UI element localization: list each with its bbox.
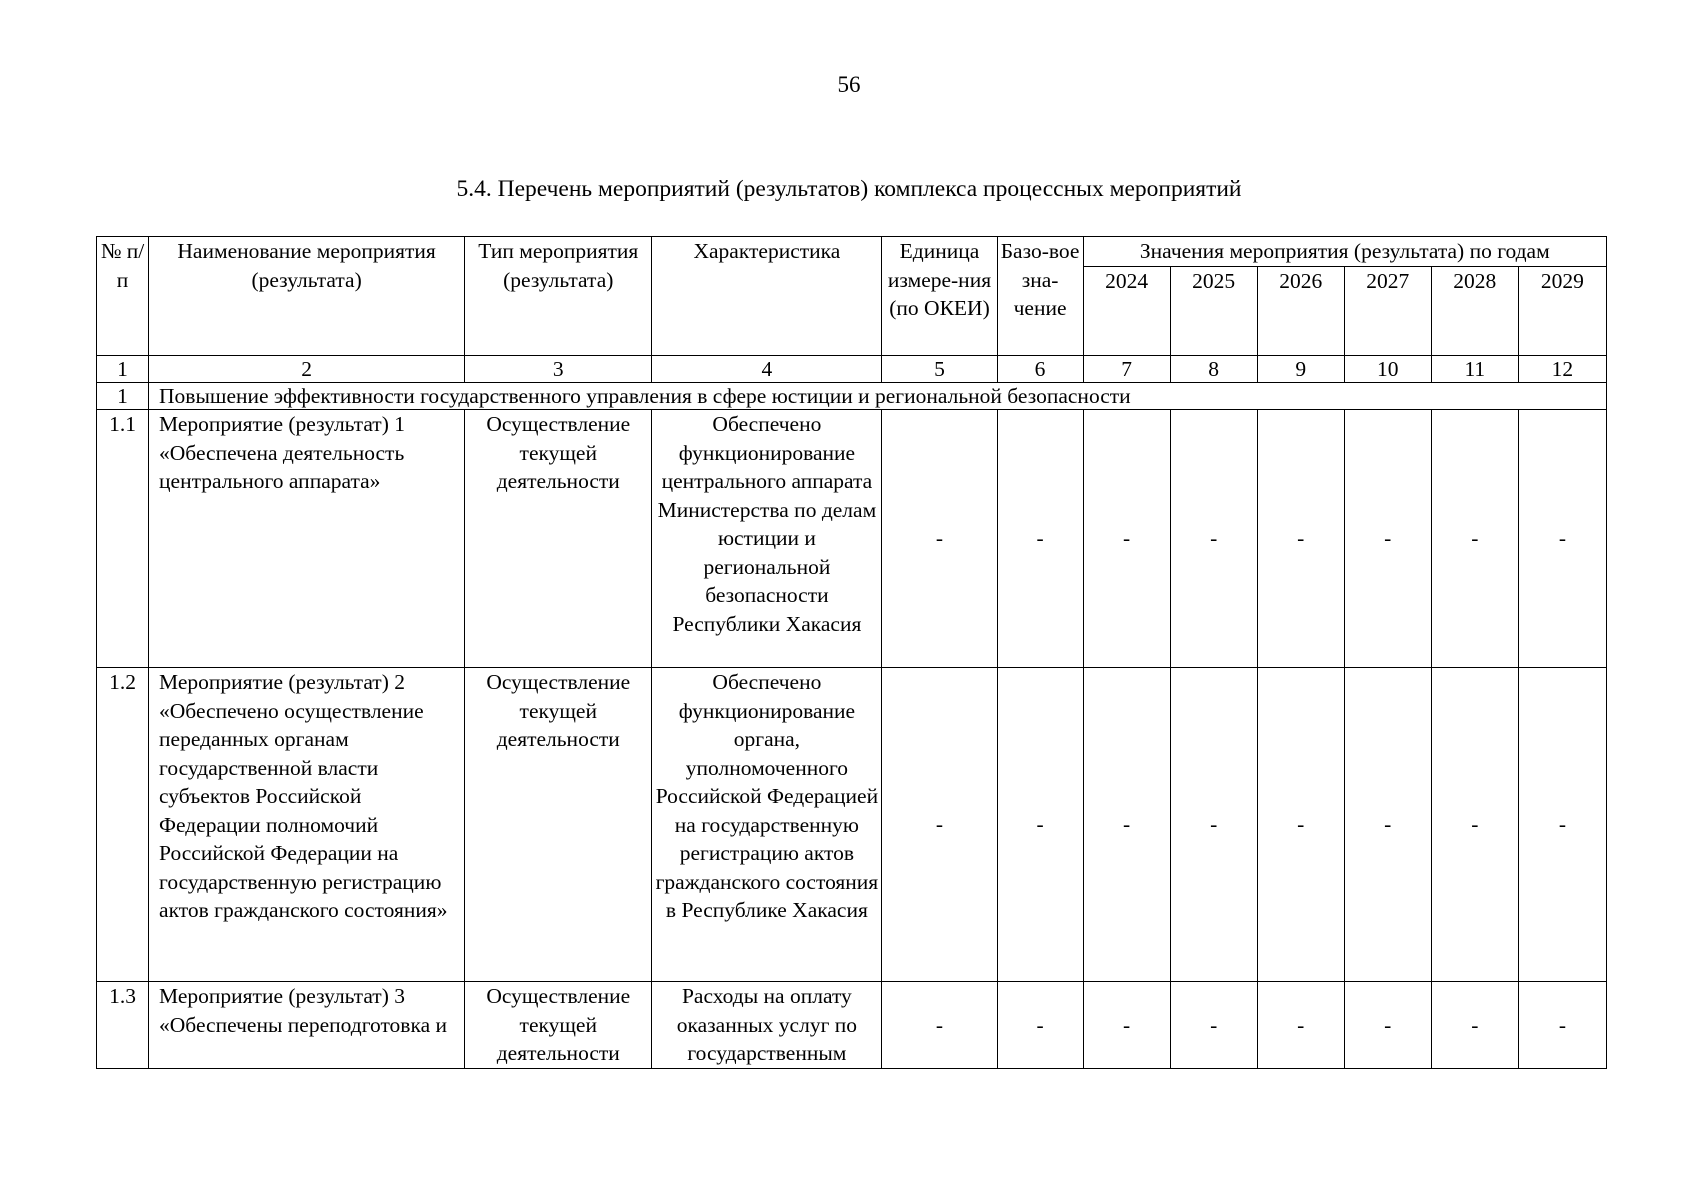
column-number: 6 <box>997 356 1083 383</box>
row-value: - <box>1083 410 1170 668</box>
row-value: - <box>997 410 1083 668</box>
row-value: - <box>1518 982 1606 1069</box>
column-number: 11 <box>1431 356 1518 383</box>
header-year: 2028 <box>1431 267 1518 356</box>
header-year: 2025 <box>1170 267 1257 356</box>
row-value: - <box>1431 668 1518 982</box>
table-row <box>97 668 1607 982</box>
column-number: 7 <box>1083 356 1170 383</box>
row-value: - <box>1344 410 1431 668</box>
column-number: 4 <box>652 356 882 383</box>
header-type: Тип мероприятия (результата) <box>465 237 652 356</box>
header-year: 2029 <box>1518 267 1606 356</box>
row-name: Мероприятие (результат) 2 «Обеспечено осуществление переданных органам государственной власти субъектов Российской Федерации полномочий Российской Федерации на государственную регистрацию актов гражданского состояния» <box>149 668 465 982</box>
table-row <box>97 982 1607 1069</box>
header-values-by-year: Значения мероприятия (результата) по годам <box>1083 237 1606 267</box>
row-value: - <box>1518 410 1606 668</box>
row-value: - <box>1083 668 1170 982</box>
row-value: - <box>1431 982 1518 1069</box>
row-value: - <box>882 668 997 982</box>
row-value: - <box>997 668 1083 982</box>
row-num: 1.1 <box>97 410 149 668</box>
row-type: Осуществление текущей деятельности <box>465 668 652 982</box>
header-name: Наименование мероприятия (результата) <box>149 237 465 356</box>
row-name: Мероприятие (результат) 1 «Обеспечена деятельность центрального аппарата» <box>149 410 465 668</box>
column-number: 9 <box>1257 356 1344 383</box>
row-type: Осуществление текущей деятельности <box>465 982 652 1069</box>
row-value: - <box>997 982 1083 1069</box>
column-number: 2 <box>149 356 465 383</box>
row-num: 1.3 <box>97 982 149 1069</box>
table-title: 5.4. Перечень мероприятий (результатов) комплекса процессных мероприятий <box>456 176 1242 202</box>
column-number: 10 <box>1344 356 1431 383</box>
row-value: - <box>882 410 997 668</box>
header-unit: Единица измере-ния (по ОКЕИ) <box>882 237 997 356</box>
column-number: 12 <box>1518 356 1606 383</box>
events-table <box>96 236 1607 1069</box>
section-title: Повышение эффективности государственного управления в сфере юстиции и региональной безопасности <box>149 383 1607 410</box>
header-base: Базо-вое зна-чение <box>997 237 1083 356</box>
row-characteristic: Расходы на оплату оказанных услуг по государственным <box>652 982 882 1069</box>
row-value: - <box>1170 982 1257 1069</box>
section-num: 1 <box>97 383 149 410</box>
column-number: 5 <box>882 356 997 383</box>
row-type: Осуществление текущей деятельности <box>465 410 652 668</box>
column-number: 3 <box>465 356 652 383</box>
column-number: 8 <box>1170 356 1257 383</box>
row-value: - <box>1170 668 1257 982</box>
row-characteristic: Обеспечено функционирование органа, уполномоченного Российской Федерацией на государственную регистрацию актов гражданского состояния в Республике Хакасия <box>652 668 882 982</box>
row-value: - <box>1344 668 1431 982</box>
row-value: - <box>1083 982 1170 1069</box>
row-value: - <box>1518 668 1606 982</box>
row-value: - <box>1344 982 1431 1069</box>
row-num: 1.2 <box>97 668 149 982</box>
header-num: № п/п <box>97 237 149 356</box>
header-year: 2024 <box>1083 267 1170 356</box>
row-value: - <box>1257 410 1344 668</box>
row-value: - <box>1170 410 1257 668</box>
row-value: - <box>1431 410 1518 668</box>
row-value: - <box>1257 668 1344 982</box>
row-value: - <box>882 982 997 1069</box>
column-number: 1 <box>97 356 149 383</box>
header-characteristic: Характеристика <box>652 237 882 356</box>
table-row <box>97 410 1607 668</box>
row-name: Мероприятие (результат) 3 «Обеспечены переподготовка и <box>149 982 465 1069</box>
row-value: - <box>1257 982 1344 1069</box>
row-characteristic: Обеспечено функционирование центрального аппарата Министерства по делам юстиции и региональной безопасности Республики Хакасия <box>652 410 882 668</box>
header-year: 2027 <box>1344 267 1431 356</box>
header-year: 2026 <box>1257 267 1344 356</box>
page-number: 56 <box>837 72 861 97</box>
